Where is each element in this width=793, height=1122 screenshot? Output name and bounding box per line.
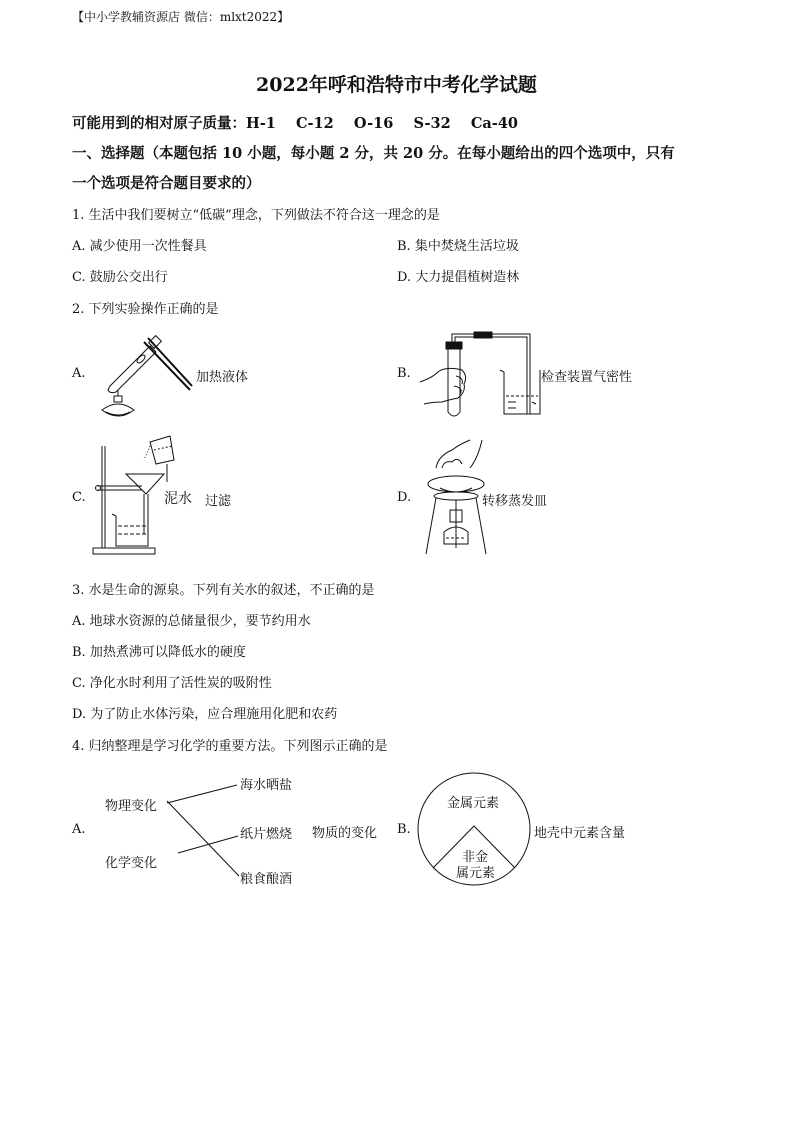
question-3-stem: 3. 水是生命的源泉。下列有关水的叙述，不正确的是	[72, 583, 375, 598]
nonmetal-label-line2: 属元素	[456, 866, 496, 881]
chemical-change-label: 化学变化	[105, 856, 158, 871]
q1-option-b: B. 集中焚烧生活垃圾	[397, 239, 519, 254]
q2-option-a-letter: A.	[72, 366, 86, 381]
question-2-stem: 2. 下列实验操作正确的是	[72, 302, 219, 317]
metal-elements-label: 金属元素	[447, 796, 500, 811]
nonmetal-label-line1: 非金	[462, 850, 489, 865]
q2-option-b-caption: 检查装置气密性	[541, 370, 633, 385]
grain-brewing-label: 粮食酿酒	[240, 872, 293, 887]
mud-water-label: 泥水	[164, 491, 192, 507]
q3-option-a: A. 地球水资源的总储量很少，要节约用水	[72, 614, 311, 629]
q2-option-b-letter: B.	[397, 366, 411, 381]
physical-change-label: 物理变化	[105, 799, 158, 814]
q4-option-a-letter: A.	[72, 822, 86, 837]
q2-option-a-caption: 加热液体	[196, 370, 249, 385]
q1-option-a: A. 减少使用一次性餐具	[72, 239, 207, 254]
q2-option-c-letter: C.	[72, 490, 86, 505]
q4-option-b-letter: B.	[397, 822, 411, 837]
header-note: 【中小学教辅资源店 微信：mlxt2022】	[72, 10, 290, 24]
question-4-stem: 4. 归纳整理是学习化学的重要方法。下列图示正确的是	[72, 739, 388, 754]
q2-option-c-caption: 过滤	[205, 494, 232, 509]
q1-option-d: D. 大力提倡植树造林	[397, 270, 520, 285]
q4-option-a-caption: 物质的变化	[312, 826, 378, 841]
q3-option-b: B. 加热煮沸可以降低水的硬度	[72, 645, 246, 660]
page-title: 2022年呼和浩特市中考化学试题	[256, 74, 537, 96]
q1-option-c: C. 鼓励公交出行	[72, 270, 168, 285]
q3-option-c: C. 净化水时利用了活性炭的吸附性	[72, 676, 272, 691]
q2-option-d-letter: D.	[397, 490, 412, 505]
q4-option-b-caption: 地壳中元素含量	[534, 826, 626, 841]
atomic-masses-label: 可能用到的相对原子质量：	[72, 115, 246, 132]
paper-burning-label: 纸片燃烧	[240, 827, 293, 842]
section-heading-line2: 一个选项是符合题目要求的）	[72, 175, 261, 192]
sea-salt-label: 海水晒盐	[240, 778, 293, 793]
atomic-masses-values: H-1 C-12 O-16 S-32 Ca-40	[246, 115, 519, 132]
question-1-stem: 1. 生活中我们要树立“低碳”理念，下列做法不符合这一理念的是	[72, 208, 440, 223]
q2-option-d-caption: 转移蒸发皿	[482, 494, 548, 509]
section-heading-line1: 一、选择题（本题包括 10 小题，每小题 2 分，共 20 分。在每小题给出的四个选项中，只有	[72, 145, 675, 162]
q3-option-d: D. 为了防止水体污染，应合理施用化肥和农药	[72, 707, 338, 722]
